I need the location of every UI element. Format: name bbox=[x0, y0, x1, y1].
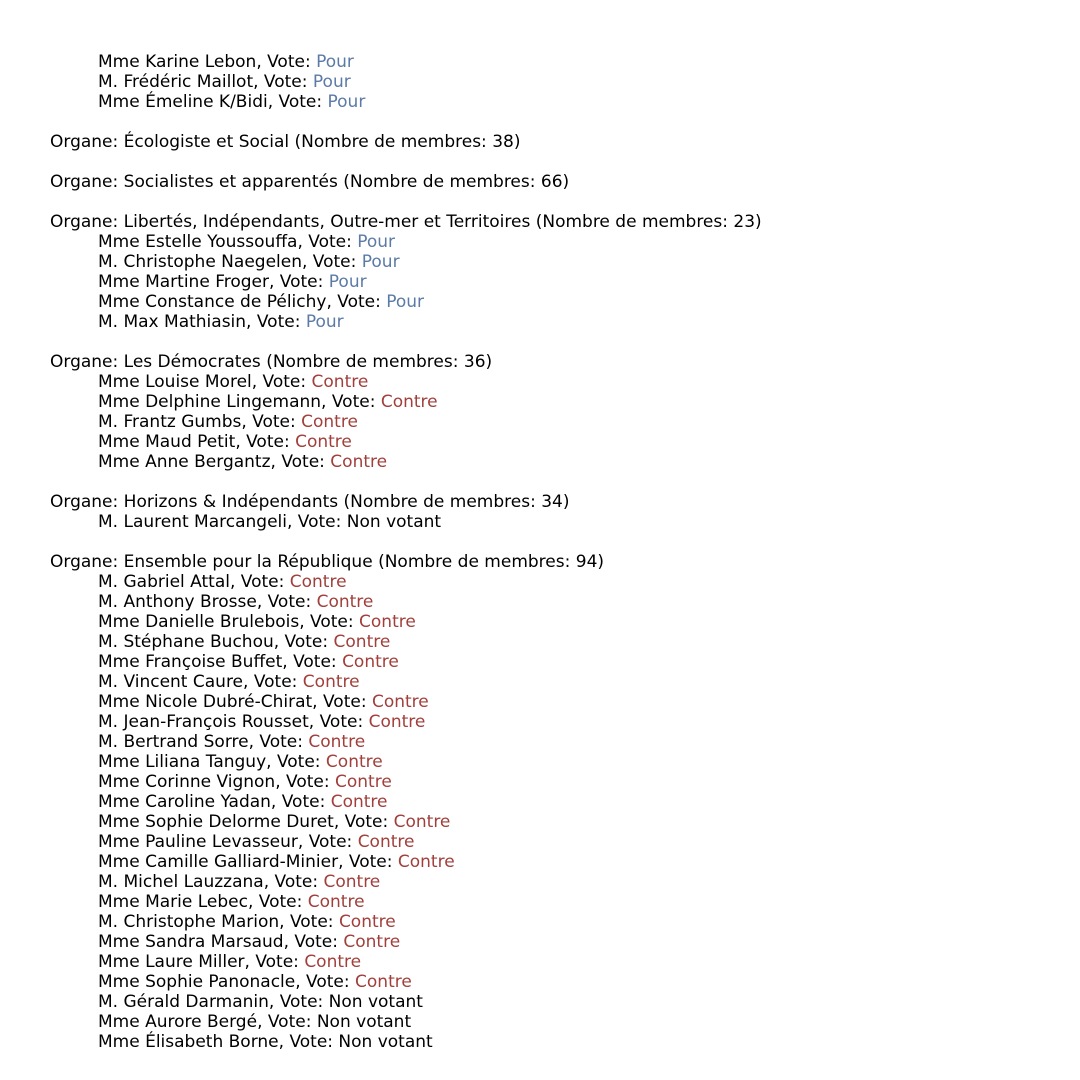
vote-label: , Vote: bbox=[241, 412, 302, 432]
members-count-close: ) bbox=[755, 212, 762, 232]
organe-name: Écologiste et Social bbox=[123, 132, 290, 152]
members-count-close: ) bbox=[597, 552, 605, 572]
organe-section bbox=[50, 492, 1060, 532]
vote-label: , Vote: bbox=[279, 912, 339, 932]
member-name: M. Anthony Brosse bbox=[98, 592, 257, 612]
vote-value: Contre bbox=[304, 952, 362, 972]
vote-value: Contre bbox=[371, 692, 429, 712]
member-row bbox=[50, 92, 1060, 112]
vote-value: Contre bbox=[307, 892, 365, 912]
vote-value: Pour bbox=[316, 52, 354, 72]
member-name: M. Gabriel Attal bbox=[98, 572, 230, 592]
organe-name: Libertés, Indépendants, Outre-mer et Territoires bbox=[123, 212, 531, 232]
organe-section bbox=[50, 352, 1060, 472]
members-count-close: ) bbox=[513, 132, 521, 152]
vote-value: Contre bbox=[316, 592, 374, 612]
member-row bbox=[50, 872, 1060, 892]
organe-section bbox=[50, 552, 1060, 1052]
member-name: M. Stéphane Buchou bbox=[98, 632, 274, 652]
vote-label: , Vote: bbox=[326, 292, 387, 312]
organe-label: Organe: bbox=[50, 352, 124, 372]
members-count-label: (Nombre de membres: bbox=[260, 352, 464, 372]
vote-label: , Vote: bbox=[247, 892, 308, 912]
member-row bbox=[50, 812, 1060, 832]
member-name: M. Laurent Marcangeli bbox=[98, 512, 287, 532]
members-count-label: (Nombre de membres: bbox=[372, 552, 576, 572]
organe-heading bbox=[50, 552, 1060, 572]
vote-value: Pour bbox=[357, 232, 396, 252]
member-name: Mme Sandra Marsaud bbox=[98, 932, 284, 952]
member-name: Mme Louise Morel bbox=[98, 372, 252, 392]
vote-label: , Vote: bbox=[299, 612, 360, 632]
member-name: Mme Sophie Panonacle bbox=[98, 972, 296, 992]
organe-heading bbox=[50, 352, 1060, 372]
vote-value: Contre bbox=[355, 972, 412, 992]
members-count-label: (Nombre de membres: bbox=[530, 212, 734, 232]
organe-name: Socialistes et apparentés bbox=[123, 172, 338, 192]
vote-value: Pour bbox=[328, 272, 367, 292]
member-row bbox=[50, 712, 1060, 732]
member-row bbox=[50, 992, 1060, 1012]
vote-label: , Vote: bbox=[278, 1032, 339, 1052]
member-row bbox=[50, 72, 1060, 92]
organe-label: Organe: bbox=[50, 172, 124, 192]
organe-section bbox=[50, 212, 1060, 332]
vote-value: Contre bbox=[343, 932, 401, 952]
members-count-close: ) bbox=[562, 492, 570, 512]
vote-label: , Vote: bbox=[273, 632, 334, 652]
member-row bbox=[50, 792, 1060, 812]
vote-label: , Vote: bbox=[275, 772, 335, 792]
vote-value: Pour bbox=[386, 292, 425, 312]
vote-label: , Vote: bbox=[235, 432, 296, 452]
member-row bbox=[50, 832, 1060, 852]
vote-value: Contre bbox=[302, 672, 360, 692]
member-name: M. Christophe Naegelen bbox=[98, 252, 302, 272]
vote-label: , Vote: bbox=[338, 852, 398, 872]
vote-value: Contre bbox=[359, 612, 416, 632]
member-row bbox=[50, 372, 1060, 392]
vote-value: Contre bbox=[397, 852, 455, 872]
member-name: Mme Sophie Delorme Duret bbox=[98, 812, 334, 832]
member-row bbox=[50, 572, 1060, 592]
member-row bbox=[50, 692, 1060, 712]
vote-value: Contre bbox=[393, 812, 451, 832]
vote-label: , Vote: bbox=[297, 832, 358, 852]
vote-value: Non votant bbox=[316, 1012, 412, 1032]
organe-heading bbox=[50, 212, 1060, 232]
member-row bbox=[50, 232, 1060, 252]
member-row bbox=[50, 732, 1060, 752]
members-count-close: ) bbox=[562, 172, 570, 192]
vote-label: , Vote: bbox=[251, 372, 312, 392]
members-count-label: (Nombre de membres: bbox=[338, 492, 542, 512]
vote-value: Contre bbox=[301, 412, 358, 432]
member-name: Mme Estelle Youssouffa bbox=[98, 232, 298, 252]
member-name: Mme Élisabeth Borne bbox=[98, 1032, 279, 1052]
vote-label: , Vote: bbox=[321, 392, 381, 412]
organe-section bbox=[50, 172, 1060, 192]
member-row bbox=[50, 852, 1060, 872]
member-row bbox=[50, 932, 1060, 952]
vote-list-document bbox=[50, 52, 1060, 1052]
vote-value: Non votant bbox=[328, 992, 423, 1012]
vote-value: Contre bbox=[333, 632, 391, 652]
organe-heading bbox=[50, 132, 1060, 152]
member-row bbox=[50, 892, 1060, 912]
member-name: Mme Aurore Bergé bbox=[98, 1012, 258, 1032]
member-name: Mme Marie Lebec bbox=[98, 892, 248, 912]
member-name: Mme Anne Bergantz bbox=[98, 452, 271, 472]
vote-label: , Vote: bbox=[282, 652, 343, 672]
vote-value: Contre bbox=[380, 392, 438, 412]
vote-label: , Vote: bbox=[267, 92, 328, 112]
members-count: 23 bbox=[733, 212, 756, 232]
member-row bbox=[50, 972, 1060, 992]
member-name: Mme Constance de Pélichy bbox=[98, 292, 327, 312]
organe-name: Les Démocrates bbox=[123, 352, 261, 372]
member-name: Mme Corinne Vignon bbox=[98, 772, 276, 792]
member-row bbox=[50, 752, 1060, 772]
vote-label: , Vote: bbox=[229, 572, 290, 592]
vote-value: Contre bbox=[308, 732, 366, 752]
vote-label: , Vote: bbox=[295, 972, 356, 992]
member-name: Mme Maud Petit bbox=[98, 432, 236, 452]
member-name: Mme Danielle Brulebois bbox=[98, 612, 300, 632]
organe-section bbox=[50, 132, 1060, 152]
vote-label: , Vote: bbox=[266, 752, 326, 772]
vote-label: , Vote: bbox=[269, 272, 329, 292]
member-name: M. Bertrand Sorre bbox=[98, 732, 249, 752]
organe-heading bbox=[50, 172, 1060, 192]
vote-value: Non votant bbox=[346, 512, 442, 532]
vote-label: , Vote: bbox=[283, 932, 344, 952]
vote-value: Contre bbox=[338, 912, 396, 932]
member-name: Mme Françoise Buffet bbox=[98, 652, 283, 672]
vote-value: Contre bbox=[368, 712, 426, 732]
vote-label: , Vote: bbox=[253, 72, 313, 92]
vote-label: , Vote: bbox=[297, 232, 358, 252]
organe-section bbox=[50, 52, 1060, 112]
member-name: Mme Pauline Levasseur bbox=[98, 832, 298, 852]
member-row bbox=[50, 1012, 1060, 1032]
member-row bbox=[50, 632, 1060, 652]
vote-value: Contre bbox=[330, 452, 388, 472]
members-count-label: (Nombre de membres: bbox=[289, 132, 493, 152]
member-row bbox=[50, 652, 1060, 672]
vote-label: , Vote: bbox=[243, 672, 303, 692]
vote-value: Contre bbox=[289, 572, 347, 592]
vote-value: Contre bbox=[325, 752, 383, 772]
vote-label: , Vote: bbox=[246, 312, 306, 332]
organe-name: Ensemble pour la République bbox=[123, 552, 373, 572]
member-name: Mme Martine Froger bbox=[98, 272, 269, 292]
member-row bbox=[50, 612, 1060, 632]
member-row bbox=[50, 952, 1060, 972]
member-row bbox=[50, 412, 1060, 432]
vote-value: Pour bbox=[305, 312, 344, 332]
members-count: 66 bbox=[540, 172, 563, 192]
member-name: Mme Laure Miller bbox=[98, 952, 245, 972]
organe-label: Organe: bbox=[50, 492, 124, 512]
vote-label: , Vote: bbox=[257, 1012, 317, 1032]
members-count: 34 bbox=[541, 492, 563, 512]
member-name: M. Gérald Darmanin bbox=[98, 992, 269, 1012]
member-name: Mme Camille Galliard-Minier bbox=[98, 852, 339, 872]
members-count: 36 bbox=[463, 352, 486, 372]
member-row bbox=[50, 512, 1060, 532]
member-name: Mme Liliana Tanguy bbox=[98, 752, 267, 772]
vote-label: , Vote: bbox=[287, 512, 347, 532]
member-name: Mme Nicole Dubré-Chirat bbox=[98, 692, 313, 712]
organe-label: Organe: bbox=[50, 212, 124, 232]
vote-value: Contre bbox=[311, 372, 369, 392]
organe-label: Organe: bbox=[50, 552, 124, 572]
vote-label: , Vote: bbox=[244, 952, 305, 972]
member-name: M. Max Mathiasin bbox=[98, 312, 247, 332]
vote-label: , Vote: bbox=[256, 592, 317, 612]
vote-value: Contre bbox=[330, 792, 388, 812]
vote-value: Pour bbox=[327, 92, 366, 112]
members-count: 94 bbox=[575, 552, 598, 572]
member-row bbox=[50, 912, 1060, 932]
member-name: Mme Émeline K/Bidi bbox=[98, 92, 268, 112]
vote-label: , Vote: bbox=[308, 712, 369, 732]
member-name: Mme Delphine Lingemann bbox=[98, 392, 322, 412]
vote-value: Contre bbox=[342, 652, 399, 672]
vote-value: Pour bbox=[312, 72, 351, 92]
member-row bbox=[50, 1032, 1060, 1052]
member-row bbox=[50, 272, 1060, 292]
vote-label: , Vote: bbox=[301, 252, 362, 272]
organe-heading bbox=[50, 492, 1060, 512]
vote-value: Contre bbox=[295, 432, 352, 452]
member-row bbox=[50, 772, 1060, 792]
vote-label: , Vote: bbox=[263, 872, 324, 892]
members-count: 38 bbox=[492, 132, 514, 152]
vote-label: , Vote: bbox=[268, 992, 329, 1012]
vote-value: Pour bbox=[361, 252, 400, 272]
member-name: M. Frédéric Maillot bbox=[98, 72, 254, 92]
member-name: Mme Caroline Yadan bbox=[98, 792, 271, 812]
member-name: M. Michel Lauzzana bbox=[98, 872, 264, 892]
member-row bbox=[50, 392, 1060, 412]
member-name: Mme Karine Lebon bbox=[98, 52, 257, 72]
member-name: M. Jean-François Rousset bbox=[98, 712, 309, 732]
organe-label: Organe: bbox=[50, 132, 124, 152]
member-row bbox=[50, 52, 1060, 72]
vote-label: , Vote: bbox=[270, 452, 331, 472]
member-row bbox=[50, 672, 1060, 692]
vote-value: Contre bbox=[357, 832, 415, 852]
vote-label: , Vote: bbox=[256, 52, 317, 72]
member-row bbox=[50, 252, 1060, 272]
member-row bbox=[50, 452, 1060, 472]
vote-label: , Vote: bbox=[333, 812, 394, 832]
vote-value: Non votant bbox=[338, 1032, 433, 1052]
member-row bbox=[50, 432, 1060, 452]
organe-name: Horizons & Indépendants bbox=[123, 492, 339, 512]
member-name: M. Frantz Gumbs bbox=[98, 412, 242, 432]
vote-label: , Vote: bbox=[248, 732, 309, 752]
member-name: M. Vincent Caure bbox=[98, 672, 244, 692]
members-count-label: (Nombre de membres: bbox=[337, 172, 541, 192]
member-name: M. Christophe Marion bbox=[98, 912, 280, 932]
member-row bbox=[50, 592, 1060, 612]
vote-value: Contre bbox=[335, 772, 392, 792]
member-row bbox=[50, 292, 1060, 312]
vote-value: Contre bbox=[323, 872, 381, 892]
members-count-close: ) bbox=[485, 352, 493, 372]
member-row bbox=[50, 312, 1060, 332]
vote-label: , Vote: bbox=[312, 692, 372, 712]
vote-label: , Vote: bbox=[270, 792, 331, 812]
